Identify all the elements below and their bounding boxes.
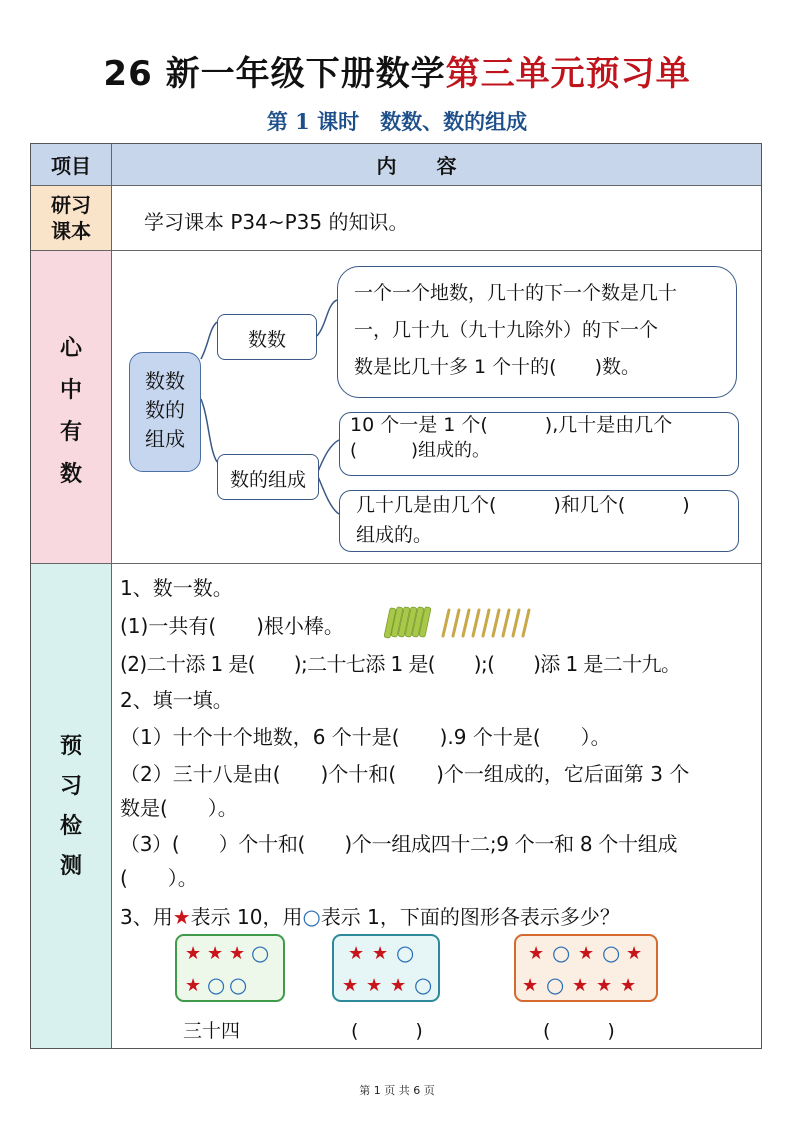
sticks-illustration <box>383 602 535 642</box>
q3-title <box>120 901 620 930</box>
mindmap-root-line: 组成 <box>145 427 185 451</box>
row-study-label-text: 研习 课本 <box>51 193 91 243</box>
star-icon: ★ <box>229 943 246 964</box>
star-icon: ★ <box>572 975 589 996</box>
q2-title: 2、填一填。 <box>120 688 233 712</box>
q3-title-b: 表示 10，用 <box>190 905 303 929</box>
star-icon: ★ <box>366 975 383 996</box>
box-line: ( )组成的。 <box>350 440 491 461</box>
circle-icon: ○ <box>602 941 621 965</box>
figure-box-2 <box>332 934 440 1002</box>
circle-icon: ○ <box>546 973 565 997</box>
star-icon: ★ <box>172 905 191 929</box>
star-icon: ★ <box>342 975 359 996</box>
row-mind-char: 有 <box>59 420 82 445</box>
q2-part1: （1）十个十个地数，6 个十是( ).9 个十是( ）。 <box>120 725 611 749</box>
circle-icon: ○ <box>229 973 248 997</box>
circle-icon: ○ <box>552 941 571 965</box>
mindmap-branch-counting <box>217 314 317 360</box>
row-mind-char: 心 <box>59 336 82 361</box>
circle-icon: ○ <box>414 973 433 997</box>
row-check-char: 预 <box>59 734 82 759</box>
figure-box-3 <box>514 934 658 1002</box>
row-check-char: 习 <box>59 774 82 799</box>
answer-3: ( ) <box>543 1020 615 1042</box>
q3-title-c: 表示 1，下面的图形各表示多少？ <box>320 905 620 929</box>
q3-title-a: 3、用 <box>120 905 173 929</box>
mindmap-root <box>129 352 201 472</box>
box-line: 几十几是由几个( )和几个( ) <box>356 494 690 516</box>
box-line: 数是比几十多 1 个十的( )数。 <box>354 356 640 378</box>
lesson-subtitle: 第 1 课时 数数、数的组成 <box>266 109 528 134</box>
mindmap-branch-composition <box>217 454 319 500</box>
title-part2: 第三单元预习单 <box>445 54 691 94</box>
box-line: 一，几十九（九十九除外）的下一个 <box>354 319 659 341</box>
figure-box-1 <box>175 934 285 1002</box>
box-line: 一个一个地数，几十的下一个数是几十 <box>354 282 678 304</box>
q2-part2-line1: （2）三十八是由( )个十和( )个一组成的，它后面第 3 个 <box>120 762 690 786</box>
circle-icon: ○ <box>396 941 415 965</box>
star-icon: ★ <box>185 975 202 996</box>
header-content: 内容 <box>112 144 761 185</box>
q1-title: 1、数一数。 <box>120 576 233 600</box>
row-study-text: 学习课本 P34~P35 的知识。 <box>144 210 409 234</box>
box-line: 组成的。 <box>356 524 433 546</box>
row-mind-char: 数 <box>59 462 82 487</box>
star-icon: ★ <box>578 943 595 964</box>
star-icon: ★ <box>626 943 643 964</box>
q2-part3-line1: （3）( ）个十和( )个一组成四十二;9 个一和 8 个十组成 <box>120 832 678 856</box>
row-check-char: 测 <box>59 854 82 879</box>
box-line: 10 个一是 1 个( ),几十是由几个 <box>350 414 673 436</box>
star-icon: ★ <box>348 943 365 964</box>
star-icon: ★ <box>596 975 613 996</box>
star-icon: ★ <box>372 943 389 964</box>
q2-part2-line2: 数是( ）。 <box>120 796 238 820</box>
circle-icon: ○ <box>302 905 321 929</box>
answer-1: 三十四 <box>183 1020 241 1042</box>
branch-composition-label: 数的组成 <box>229 469 306 491</box>
page-footer: 第 1 页 共 6 页 <box>359 1084 435 1097</box>
circle-icon: ○ <box>251 941 270 965</box>
star-icon: ★ <box>620 975 637 996</box>
circle-icon: ○ <box>207 973 226 997</box>
star-icon: ★ <box>185 943 202 964</box>
answer-2: ( ) <box>351 1020 423 1042</box>
q1-part2: (2)二十添 1 是( );二十七添 1 是( );( )添 1 是二十九。 <box>120 652 681 676</box>
star-icon: ★ <box>207 943 224 964</box>
worksheet-table <box>30 143 762 1049</box>
star-icon: ★ <box>522 975 539 996</box>
star-icon: ★ <box>528 943 545 964</box>
header-item: 项目 <box>31 144 111 185</box>
row-mind-char: 中 <box>59 378 82 403</box>
mindmap-box-tens <box>339 412 739 476</box>
mindmap-root-line: 数的 <box>145 398 185 422</box>
title-part1: 26 新一年级下册数学 <box>103 54 446 94</box>
mindmap-root-line: 数数 <box>145 369 185 393</box>
q2-part3-line2: ( ）。 <box>120 866 198 890</box>
mindmap-box-tens-ones <box>339 490 739 552</box>
q1-part1: (1)一共有( )根小棒。 <box>120 614 344 638</box>
row-check-label <box>31 564 111 1048</box>
page-title <box>0 46 794 95</box>
row-check-char: 检 <box>59 814 82 839</box>
mindmap-box-counting <box>337 266 737 398</box>
star-icon: ★ <box>390 975 407 996</box>
branch-counting-label: 数数 <box>247 329 286 351</box>
